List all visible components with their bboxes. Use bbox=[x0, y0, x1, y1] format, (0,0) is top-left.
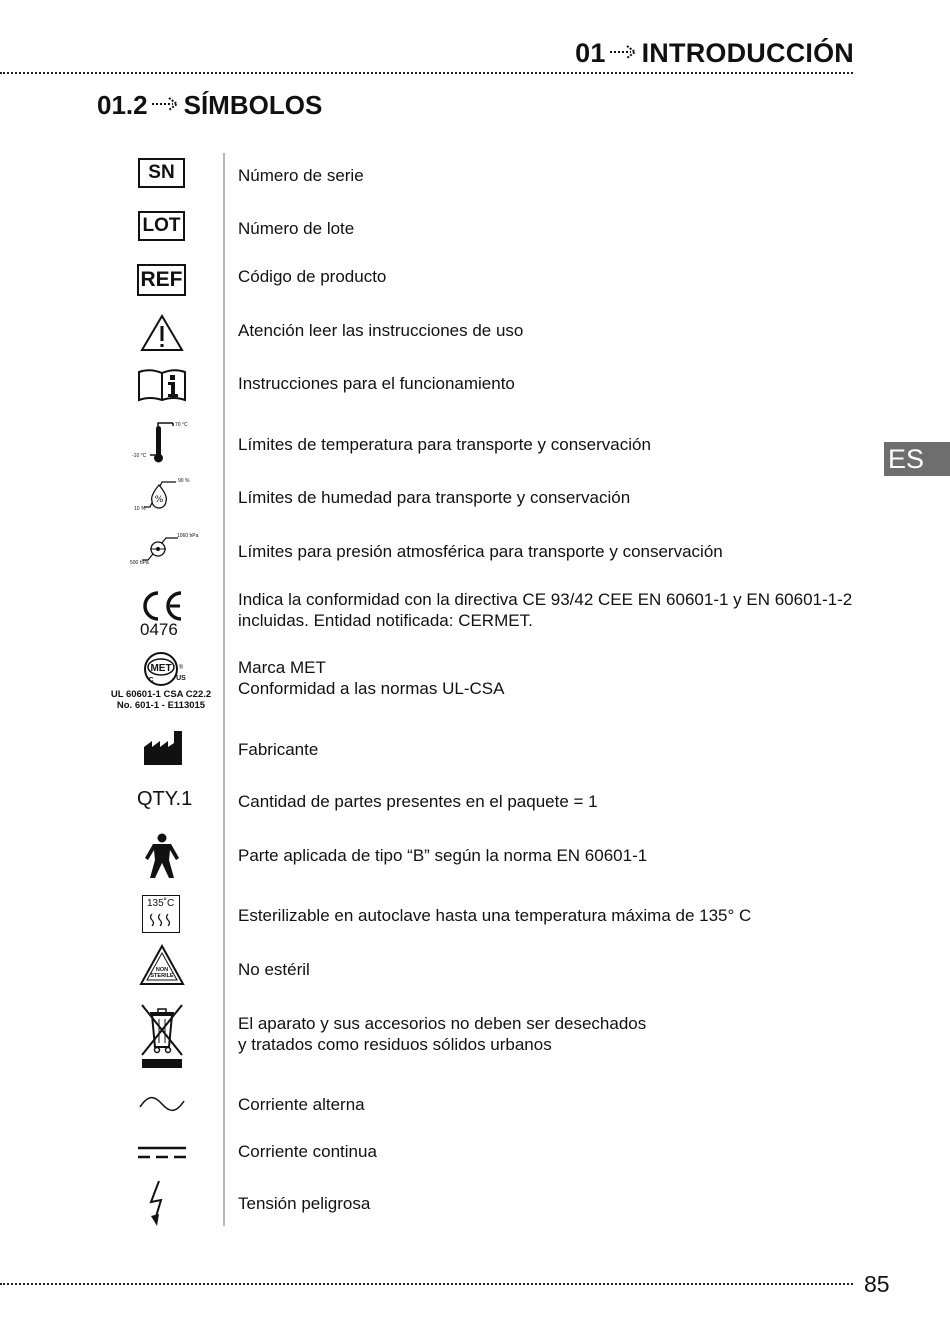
humidity-limits-icon bbox=[132, 476, 192, 516]
temperature-limits-icon bbox=[130, 420, 190, 466]
svg-text:®: ® bbox=[178, 665, 184, 671]
humidity-max-label: 90 % bbox=[178, 478, 190, 484]
met-standard-line: UL 60601-1 CSA C22.2 bbox=[110, 689, 212, 700]
dotted-arrow-icon bbox=[609, 44, 639, 60]
temperature-min-label: -10 °C bbox=[132, 453, 147, 459]
symbol-description: Corriente alterna bbox=[238, 1095, 365, 1114]
symbol-description: Número de serie bbox=[238, 166, 364, 185]
autoclave-icon bbox=[142, 895, 180, 933]
instructions-book-icon bbox=[137, 368, 187, 402]
serial-number-icon: SN bbox=[138, 158, 185, 188]
footer-divider bbox=[0, 1283, 853, 1285]
warning-icon bbox=[140, 314, 184, 352]
symbol-description: Fabricante bbox=[238, 740, 319, 759]
direct-current-icon bbox=[137, 1145, 187, 1161]
lot-number-icon: LOT bbox=[138, 211, 185, 241]
chapter-title: INTRODUCCIÓN bbox=[641, 38, 854, 68]
symbol-description: El aparato y sus accesorios no deben ser desechados y tratados como residuos sólidos urbanos bbox=[238, 1014, 647, 1054]
pressure-max-label: 1060 hPa bbox=[177, 533, 199, 539]
autoclave-temperature: 135˚C bbox=[147, 898, 175, 909]
chapter-heading bbox=[575, 38, 854, 69]
alternating-current-icon bbox=[138, 1095, 186, 1113]
weee-disposal-icon bbox=[138, 1001, 186, 1071]
ce-mark-icon bbox=[136, 590, 190, 640]
reference-code-icon: REF bbox=[137, 264, 186, 296]
symbol-description: Número de lote bbox=[238, 219, 355, 238]
met-label: MET bbox=[150, 663, 172, 674]
symbol-description: Tensión peligrosa bbox=[238, 1194, 371, 1213]
dangerous-voltage-icon bbox=[147, 1180, 169, 1228]
symbol-description: Atención leer las instrucciones de uso bbox=[238, 321, 524, 340]
symbol-description: Código de producto bbox=[238, 267, 387, 286]
symbol-description: Esterilizable en autoclave hasta una temperatura máxima de 135° C bbox=[238, 906, 752, 925]
dotted-arrow-icon bbox=[151, 96, 181, 112]
met-standard-line: No. 601-1 - E113015 bbox=[116, 700, 206, 711]
section-title: SÍMBOLOS bbox=[183, 90, 323, 120]
section-heading bbox=[97, 90, 322, 121]
temperature-max-label: 70 °C bbox=[175, 422, 188, 428]
pressure-limits-icon bbox=[128, 530, 198, 570]
svg-text:%: % bbox=[154, 495, 164, 505]
manufacturer-icon bbox=[143, 730, 183, 766]
column-divider bbox=[223, 153, 225, 1226]
svg-text:US: US bbox=[176, 675, 186, 682]
header-divider bbox=[0, 72, 853, 74]
symbol-description: Parte aplicada de tipo “B” según la norma EN 60601-1 bbox=[238, 846, 648, 865]
pressure-min-label: 500 hPa bbox=[130, 560, 149, 566]
symbol-description: Límites para presión atmosférica para transporte y conservación bbox=[238, 542, 723, 561]
symbol-description: No estéril bbox=[238, 960, 310, 979]
page-number: 85 bbox=[864, 1271, 890, 1297]
svg-text:C: C bbox=[148, 677, 154, 684]
symbol-description: Corriente continua bbox=[238, 1142, 377, 1161]
symbol-description: Límites de temperatura para transporte y conservación bbox=[238, 435, 651, 454]
non-sterile-label: STERILE bbox=[150, 973, 174, 979]
non-sterile-icon bbox=[139, 944, 185, 986]
non-sterile-label: NON bbox=[155, 967, 169, 973]
quantity-icon: QTY.1 bbox=[137, 788, 193, 810]
chapter-number: 01 bbox=[575, 38, 606, 68]
met-mark-icon bbox=[110, 652, 212, 710]
symbol-description: Marca MET Conformidad a las normas UL-CSA bbox=[238, 658, 505, 698]
symbol-description: Cantidad de partes presentes en el paquete = 1 bbox=[238, 792, 598, 811]
section-number: 01.2 bbox=[97, 90, 148, 120]
type-b-applied-part-icon bbox=[144, 833, 180, 879]
notified-body-number: 0476 bbox=[140, 620, 178, 639]
language-tab[interactable]: ES bbox=[884, 442, 950, 476]
symbol-description: Indica la conformidad con la directiva CE 93/42 CEE EN 60601-1 y EN 60601-1-2 incluidas. Entidad notificada: CERMET. bbox=[238, 590, 853, 630]
humidity-min-label: 10 % bbox=[134, 506, 146, 512]
symbol-description: Instrucciones para el funcionamiento bbox=[238, 374, 515, 393]
symbol-description: Límites de humedad para transporte y conservación bbox=[238, 488, 631, 507]
